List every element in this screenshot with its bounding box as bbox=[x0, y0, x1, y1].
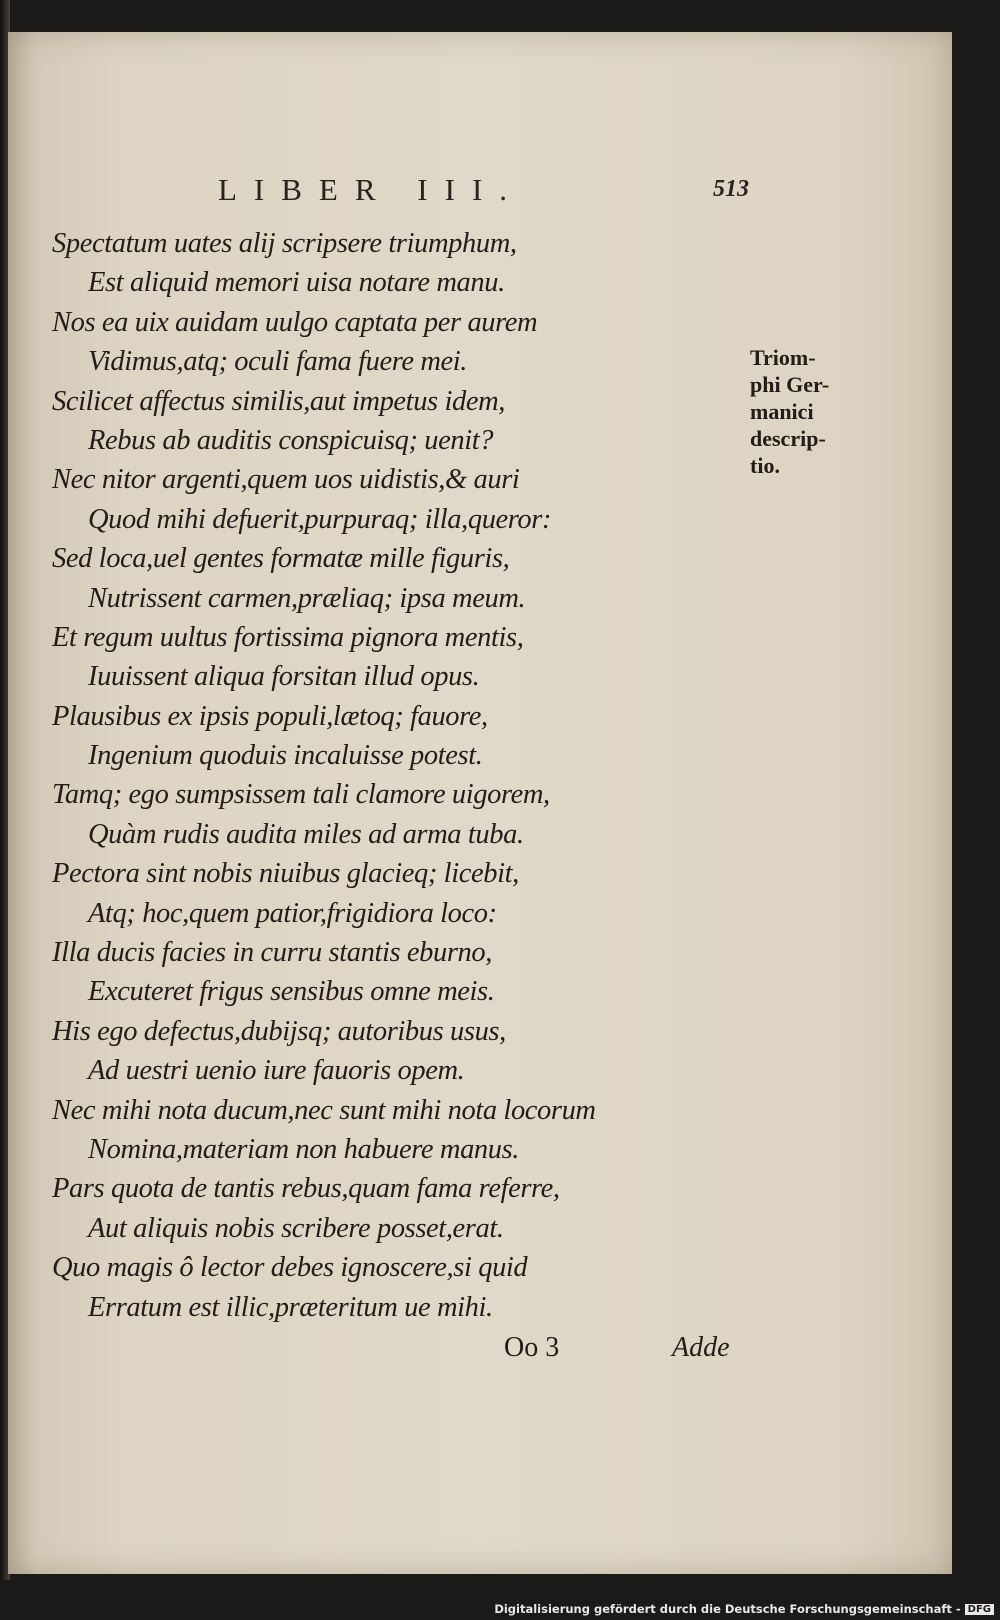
digitization-banner bbox=[494, 1602, 994, 1616]
verse-line: Rebus ab auditis conspicuisq; uenit? bbox=[88, 424, 494, 456]
verse-line: Atq; hoc,quem patior,frigidiora loco: bbox=[88, 897, 497, 929]
verse-text bbox=[52, 224, 672, 1327]
verse-line: Pectora sint nobis niuibus glacieq; licebit, bbox=[52, 858, 519, 890]
verse-line: Spectatum uates alij scripsere triumphum, bbox=[52, 228, 517, 259]
marginal-note-line: descrip- bbox=[750, 426, 826, 451]
verse-line: Ad uestri uenio iure fauoris opem. bbox=[88, 1055, 465, 1087]
verse-line: Nutrissent carmen,præliaq; ipsa meum. bbox=[88, 582, 526, 614]
dfg-logo: DFG bbox=[965, 1604, 994, 1615]
verse-line: Vidimus,atq; oculi fama fuere mei. bbox=[88, 346, 467, 378]
verse-line: Ingenium quoduis incaluisse potest. bbox=[88, 740, 483, 772]
verse-line: Tamq; ego sumpsissem tali clamore uigorem, bbox=[52, 779, 550, 811]
catchword: Adde bbox=[672, 1332, 730, 1363]
page-header bbox=[8, 172, 952, 212]
marginal-note-line: Triom- bbox=[750, 345, 816, 370]
verse-line: Sed loca,uel gentes formatæ mille figuris, bbox=[52, 543, 510, 575]
marginal-note bbox=[750, 344, 870, 479]
banner-text: Digitalisierung gefördert durch die Deutsche Forschungsgemeinschaft - bbox=[494, 1602, 961, 1616]
verse-line: Plausibus ex ipsis populi,lætoq; fauore, bbox=[52, 700, 488, 732]
verse-line: Pars quota de tantis rebus,quam fama referre, bbox=[52, 1173, 560, 1205]
verse-line: His ego defectus,dubijsq; autoribus usus, bbox=[52, 1015, 506, 1047]
verse-line: Erratum est illic,præteritum ue mihi. bbox=[88, 1291, 493, 1323]
verse-line: Quod mihi defuerit,purpuraq; illa,queror: bbox=[88, 503, 552, 535]
marginal-note-line: tio. bbox=[750, 453, 780, 478]
verse-line: Illa ducis facies in curru stantis eburno, bbox=[52, 937, 492, 969]
running-head: LIBER III. bbox=[218, 172, 525, 207]
verse-line: Nec mihi nota ducum,nec sunt mihi nota locorum bbox=[52, 1094, 596, 1126]
verse-line: Quo magis ô lector debes ignoscere,si quid bbox=[52, 1252, 528, 1284]
verse-line: Nec nitor argenti,quem uos uidistis,& auri bbox=[52, 464, 520, 496]
verse-line: Aut aliquis nobis scribere posset,erat. bbox=[88, 1212, 504, 1244]
verse-line: Scilicet affectus similis,aut impetus idem, bbox=[52, 385, 505, 417]
verse-line: Et regum uultus fortissima pignora mentis, bbox=[52, 621, 524, 653]
verse-line: Iuuissent aliqua forsitan illud opus. bbox=[88, 661, 480, 693]
marginal-note-line: manici bbox=[750, 399, 814, 424]
page-number: 513 bbox=[713, 176, 749, 202]
verse-line: Nos ea uix auidam uulgo captata per aurem bbox=[52, 306, 538, 338]
marginal-note-line: phi Ger- bbox=[750, 372, 830, 397]
verse-line: Est aliquid memori uisa notare manu. bbox=[88, 267, 505, 299]
book-page bbox=[8, 32, 952, 1574]
signature-mark: Oo 3 bbox=[504, 1332, 560, 1363]
verse-line: Excuteret frigus sensibus omne meis. bbox=[88, 976, 495, 1008]
verse-line: Nomina,materiam non habuere manus. bbox=[88, 1133, 520, 1165]
verse-line: Quàm rudis audita miles ad arma tuba. bbox=[88, 818, 524, 850]
page-footer bbox=[8, 1332, 952, 1372]
